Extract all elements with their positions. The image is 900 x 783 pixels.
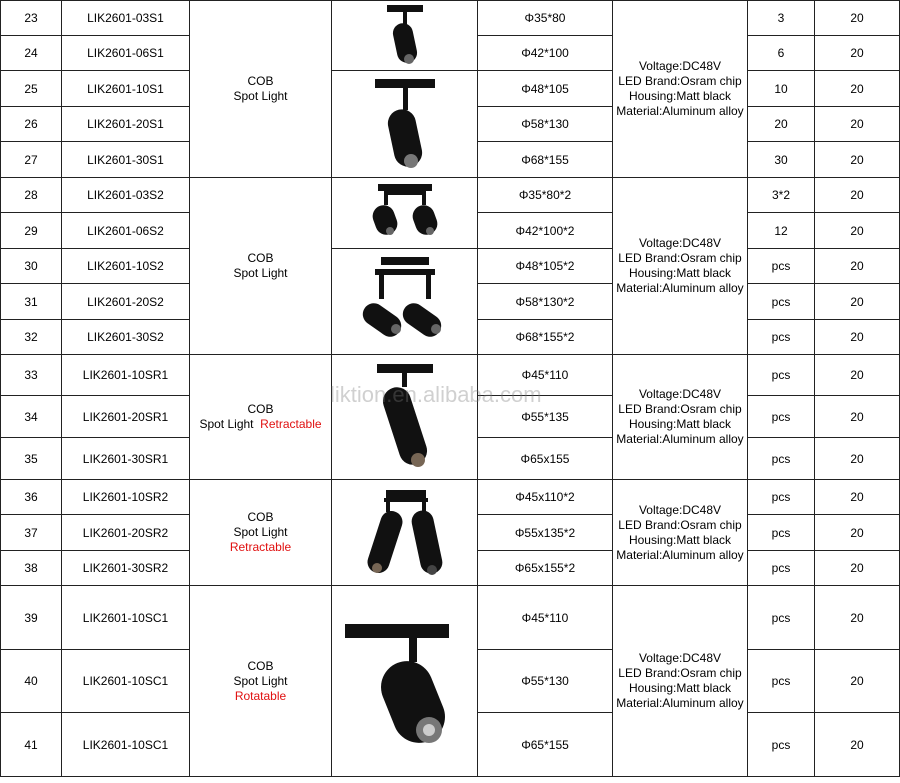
angle-cell: 20 (815, 213, 900, 249)
product-image-double-spot-small (332, 178, 478, 249)
spot-light-icon (365, 75, 445, 173)
angle-cell: 20 (815, 650, 900, 713)
row-number: 35 (1, 438, 62, 480)
size-cell: Φ65*155 (478, 713, 613, 777)
row-number: 30 (1, 249, 62, 284)
angle-cell: 20 (815, 178, 900, 213)
power-cell: 3*2 (748, 178, 815, 213)
spec-cell: Voltage:DC48V LED Brand:Osram chip Housing:Matt black Material:Aluminum alloy (613, 480, 748, 586)
size-cell: Φ55*130 (478, 650, 613, 713)
model-number: LIK2601-30S1 (62, 142, 190, 178)
size-cell: Φ65x155*2 (478, 551, 613, 586)
power-cell: 6 (748, 36, 815, 71)
size-cell: Φ55*135 (478, 396, 613, 438)
size-cell: Φ35*80 (478, 1, 613, 36)
retractable-label: Retractable (229, 540, 292, 554)
model-number: LIK2601-03S1 (62, 1, 190, 36)
power-cell: pcs (748, 480, 815, 515)
model-number: LIK2601-10SC1 (62, 713, 190, 777)
model-number: LIK2601-30SR2 (62, 551, 190, 586)
table-row (1, 1, 900, 36)
spot-light-icon (375, 3, 435, 69)
row-number: 23 (1, 1, 62, 36)
angle-cell: 20 (815, 396, 900, 438)
size-cell: Φ55x135*2 (478, 515, 613, 551)
product-type: COB Spot Light (190, 1, 332, 178)
power-cell: 3 (748, 1, 815, 36)
row-number: 32 (1, 320, 62, 355)
size-cell: Φ58*130 (478, 107, 613, 142)
row-number: 26 (1, 107, 62, 142)
product-type: COB Spot Light Retractable (190, 355, 332, 480)
model-number: LIK2601-20S2 (62, 284, 190, 320)
row-number: 41 (1, 713, 62, 777)
row-number: 36 (1, 480, 62, 515)
model-number: LIK2601-10SR2 (62, 480, 190, 515)
size-cell: Φ35*80*2 (478, 178, 613, 213)
row-number: 24 (1, 36, 62, 71)
power-cell: pcs (748, 284, 815, 320)
size-cell: Φ65x155 (478, 438, 613, 480)
size-cell: Φ45*110 (478, 355, 613, 396)
watermark: liktion.en.alibaba.com (330, 382, 542, 407)
table-row (1, 178, 900, 213)
row-number: 40 (1, 650, 62, 713)
table-row (1, 249, 900, 284)
power-cell: pcs (748, 320, 815, 355)
size-cell: Φ42*100*2 (478, 213, 613, 249)
angle-cell: 20 (815, 1, 900, 36)
angle-cell: 20 (815, 107, 900, 142)
model-number: LIK2601-10SC1 (62, 586, 190, 650)
table-row (1, 71, 900, 107)
row-number: 25 (1, 71, 62, 107)
row-number: 28 (1, 178, 62, 213)
model-number: LIK2601-20S1 (62, 107, 190, 142)
row-number: 37 (1, 515, 62, 551)
spec-cell: Voltage:DC48V LED Brand:Osram chip Housing:Matt black Material:Aluminum alloy (613, 586, 748, 777)
row-number: 33 (1, 355, 62, 396)
angle-cell: 20 (815, 36, 900, 71)
table-row (1, 355, 900, 396)
product-type: COB Spot Light (190, 178, 332, 355)
size-cell: Φ42*100 (478, 36, 613, 71)
product-image-retractable-double (332, 480, 478, 586)
retractable-double-spot-light-icon (350, 484, 460, 582)
angle-cell: 20 (815, 713, 900, 777)
table-row (1, 480, 900, 515)
row-number: 29 (1, 213, 62, 249)
angle-cell: 20 (815, 355, 900, 396)
angle-cell: 20 (815, 71, 900, 107)
power-cell: 10 (748, 71, 815, 107)
table-row (1, 586, 900, 650)
retractable-label: Retractable (260, 417, 322, 431)
row-number: 38 (1, 551, 62, 586)
model-number: LIK2601-30S2 (62, 320, 190, 355)
rotatable-spot-light-icon (335, 606, 475, 756)
rotatable-label: Rotatable (234, 688, 287, 703)
power-cell: pcs (748, 249, 815, 284)
product-image-single-spot-large (332, 71, 478, 178)
size-cell: Φ68*155*2 (478, 320, 613, 355)
power-cell: pcs (748, 586, 815, 650)
size-cell: Φ48*105 (478, 71, 613, 107)
angle-cell: 20 (815, 586, 900, 650)
product-image-retractable-single (332, 355, 478, 480)
model-number: LIK2601-10SR1 (62, 355, 190, 396)
angle-cell: 20 (815, 142, 900, 178)
angle-cell: 20 (815, 249, 900, 284)
power-cell: pcs (748, 650, 815, 713)
double-spot-light-icon (360, 181, 450, 245)
model-number: LIK2601-06S1 (62, 36, 190, 71)
angle-cell: 20 (815, 438, 900, 480)
product-type: COB Spot Light Retractable (190, 480, 332, 586)
model-number: LIK2601-10SC1 (62, 650, 190, 713)
spec-cell: Voltage:DC48V LED Brand:Osram chip Housing:Matt black Material:Aluminum alloy (613, 1, 748, 178)
model-number: LIK2601-10S1 (62, 71, 190, 107)
spec-cell: Voltage:DC48V LED Brand:Osram chip Housing:Matt black Material:Aluminum alloy (613, 355, 748, 480)
product-image-double-spot-large (332, 249, 478, 355)
size-cell: Φ48*105*2 (478, 249, 613, 284)
product-image-rotatable-spot (332, 586, 478, 777)
model-number: LIK2601-20SR1 (62, 396, 190, 438)
power-cell: pcs (748, 355, 815, 396)
model-number: LIK2601-10S2 (62, 249, 190, 284)
model-number: LIK2601-30SR1 (62, 438, 190, 480)
row-number: 27 (1, 142, 62, 178)
row-number: 34 (1, 396, 62, 438)
product-type: COB Spot Light Rotatable (190, 586, 332, 777)
angle-cell: 20 (815, 551, 900, 586)
size-cell: Φ45*110 (478, 586, 613, 650)
size-cell: Φ68*155 (478, 142, 613, 178)
power-cell: pcs (748, 515, 815, 551)
row-number: 39 (1, 586, 62, 650)
power-cell: pcs (748, 396, 815, 438)
size-cell: Φ45x110*2 (478, 480, 613, 515)
angle-cell: 20 (815, 515, 900, 551)
angle-cell: 20 (815, 480, 900, 515)
retractable-spot-light-icon (355, 358, 455, 476)
model-number: LIK2601-03S2 (62, 178, 190, 213)
power-cell: 30 (748, 142, 815, 178)
model-number: LIK2601-06S2 (62, 213, 190, 249)
double-spot-light-icon (355, 253, 455, 351)
spec-cell: Voltage:DC48V LED Brand:Osram chip Housing:Matt black Material:Aluminum alloy (613, 178, 748, 355)
angle-cell: 20 (815, 320, 900, 355)
power-cell: pcs (748, 551, 815, 586)
power-cell: 12 (748, 213, 815, 249)
size-cell: Φ58*130*2 (478, 284, 613, 320)
power-cell: 20 (748, 107, 815, 142)
product-image-single-spot-small (332, 1, 478, 71)
row-number: 31 (1, 284, 62, 320)
angle-cell: 20 (815, 284, 900, 320)
model-number: LIK2601-20SR2 (62, 515, 190, 551)
power-cell: pcs (748, 713, 815, 777)
power-cell: pcs (748, 438, 815, 480)
